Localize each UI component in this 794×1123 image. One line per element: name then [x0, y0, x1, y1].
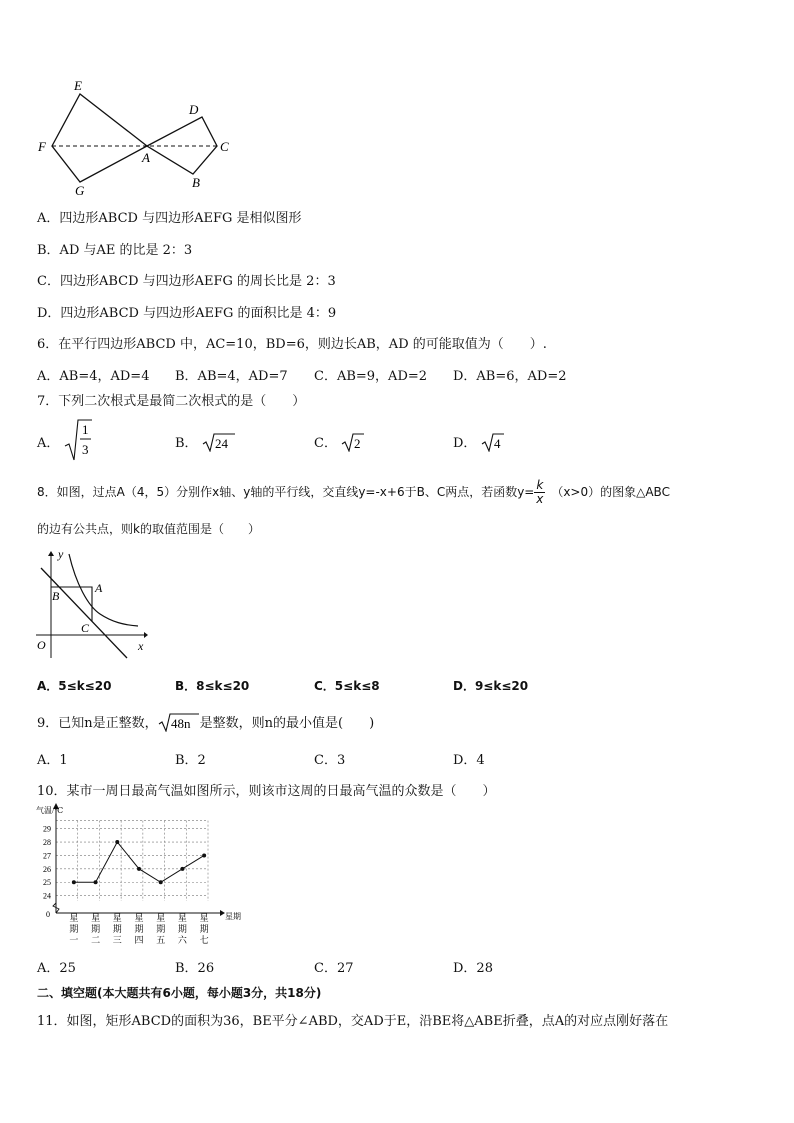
q6-option-b: B．AB=4，AD=7	[175, 369, 288, 384]
graph-label-o: O	[37, 638, 46, 652]
y-tick-label: 25	[43, 878, 51, 888]
graph-label-y: y	[58, 547, 64, 561]
series-line	[74, 842, 204, 882]
q8-graph	[32, 546, 150, 662]
y-tick-label: 24	[43, 891, 51, 901]
q7-stem: 7．下列二次根式是最简二次根式的是（ ）	[37, 394, 306, 409]
fraction-k-over-x	[534, 479, 545, 506]
graph-label-x: x	[138, 639, 144, 653]
sqrt-one-third	[63, 418, 93, 462]
q5-option-a: A．四边形ABCD 与四边形AEFG 是相似图形	[37, 211, 302, 226]
data-point	[159, 880, 163, 884]
fraction-denominator: x	[536, 492, 544, 506]
svg-text:3: 3	[82, 442, 89, 457]
similar-quadrilaterals-figure	[30, 72, 240, 197]
y-tick-label: 27	[43, 851, 51, 861]
hyperbola-k-over-x	[69, 554, 138, 626]
data-point	[137, 867, 141, 871]
q8-stem-line2: 的边有公共点，则k的取值范围是（ ）	[37, 522, 260, 536]
q7-option-d	[453, 432, 505, 452]
graph-label-c: C	[81, 621, 90, 635]
sqrt-48n-radicand: 48n	[170, 716, 191, 731]
svg-text:1: 1	[82, 422, 89, 437]
label-g: G	[75, 183, 85, 197]
section-title: 二、填空题(本大题共有6小题，每小题3分，共18分)	[37, 986, 322, 1000]
fraction-numerator: k	[536, 478, 544, 492]
x-tick-label: 星期一	[69, 913, 79, 945]
x-tick-label: 星期五	[156, 913, 166, 945]
graph-label-b: B	[52, 589, 60, 603]
x-axis-title: 星期	[225, 912, 241, 921]
q8-option-d: D．9≤k≤20	[453, 679, 529, 693]
svg-text:2: 2	[354, 436, 361, 451]
q10-option-a: A．25	[37, 961, 76, 976]
q8-stem-line1	[37, 474, 670, 510]
data-point	[94, 880, 98, 884]
q10-option-b: B．26	[175, 961, 215, 976]
q9-stem-b: 是整数，则n的最小值是( )	[199, 716, 375, 731]
q7-option-a-label: A．	[37, 436, 60, 451]
quad-aefg	[52, 94, 147, 182]
x-tick-label: 星期四	[134, 913, 144, 945]
q8-stem-a: 8．如图，过点A（4，5）分别作x轴、y轴的平行线，交直线y=-x+6于B、C两点，若函数y=	[37, 485, 535, 499]
q7-option-b-label: B．	[175, 436, 198, 451]
data-point	[202, 853, 206, 857]
q9-option-a: A．1	[37, 753, 68, 768]
q5-option-d: D．四边形ABCD 与四边形AEFG 的面积比是 4：9	[37, 306, 337, 321]
q9-stem	[37, 712, 374, 732]
q7-option-d-label: D．	[453, 436, 477, 451]
x-tick-label: 星期六	[177, 913, 187, 945]
label-f: F	[38, 139, 46, 154]
q9-option-c: C．3	[314, 753, 346, 768]
q8-option-c: C．5≤k≤8	[314, 679, 380, 693]
y-tick-label: 28	[43, 838, 51, 848]
q10-option-c: C．27	[314, 961, 354, 976]
tick-label-zero: 0	[46, 910, 50, 919]
data-point	[72, 880, 76, 884]
x-tick-label: 星期七	[199, 913, 209, 945]
y-tick-label: 26	[43, 864, 51, 874]
q6-option-c: C．AB=9，AD=2	[314, 369, 428, 384]
q8-option-a: A．5≤k≤20	[37, 679, 112, 693]
q8-stem-b: （x>0）的图象△ABC	[551, 485, 670, 499]
sqrt-48n	[158, 712, 200, 732]
q11-stem: 11．如图，矩形ABCD的面积为36，BE平分∠ABD，交AD于E，沿BE将△ABE折叠，点A的对应点刚好落在	[37, 1014, 669, 1029]
label-e: E	[74, 78, 82, 93]
q9-stem-a: 9．已知n是正整数，	[37, 716, 158, 731]
q6-option-d: D．AB=6，AD=2	[453, 369, 567, 384]
sqrt-24	[202, 432, 236, 452]
q10-option-d: D．28	[453, 961, 493, 976]
q8-option-b: B．8≤k≤20	[175, 679, 250, 693]
sqrt-2	[341, 432, 365, 452]
line-y-neg-x-plus-6	[41, 568, 127, 658]
graph-label-a: A	[95, 581, 103, 595]
q5-option-b: B．AD 与AE 的比是 2：3	[37, 243, 193, 258]
svg-text:24: 24	[214, 436, 228, 451]
q6-option-a: A．AB=4，AD=4	[37, 369, 150, 384]
x-tick-label: 星期三	[112, 913, 122, 945]
q9-option-d: D．4	[453, 753, 485, 768]
q6-stem: 6．在平行四边形ABCD 中，AC=10，BD=6，则边长AB，AD 的可能取值为（ ）.	[37, 337, 547, 352]
q9-option-b: B．2	[175, 753, 206, 768]
label-c: C	[220, 139, 229, 154]
x-tick-label: 星期二	[91, 913, 101, 945]
data-point	[115, 840, 119, 844]
q7-option-b	[175, 432, 236, 452]
label-a: A	[142, 150, 150, 165]
q5-option-c: C．四边形ABCD 与四边形AEFG 的周长比是 2：3	[37, 274, 336, 289]
y-tick-label: 29	[43, 824, 51, 834]
sqrt-4	[481, 432, 505, 452]
y-axis-title: 气温/℃	[36, 806, 64, 815]
q7-option-c	[314, 432, 365, 452]
svg-text:4: 4	[493, 436, 501, 451]
label-b: B	[192, 175, 200, 190]
temperature-line-chart	[32, 801, 252, 951]
data-point	[180, 867, 184, 871]
q10-stem: 10．某市一周日最高气温如图所示，则该市这周的日最高气温的众数是（ ）	[37, 784, 496, 799]
q7-option-c-label: C．	[314, 436, 337, 451]
label-d: D	[189, 102, 199, 117]
